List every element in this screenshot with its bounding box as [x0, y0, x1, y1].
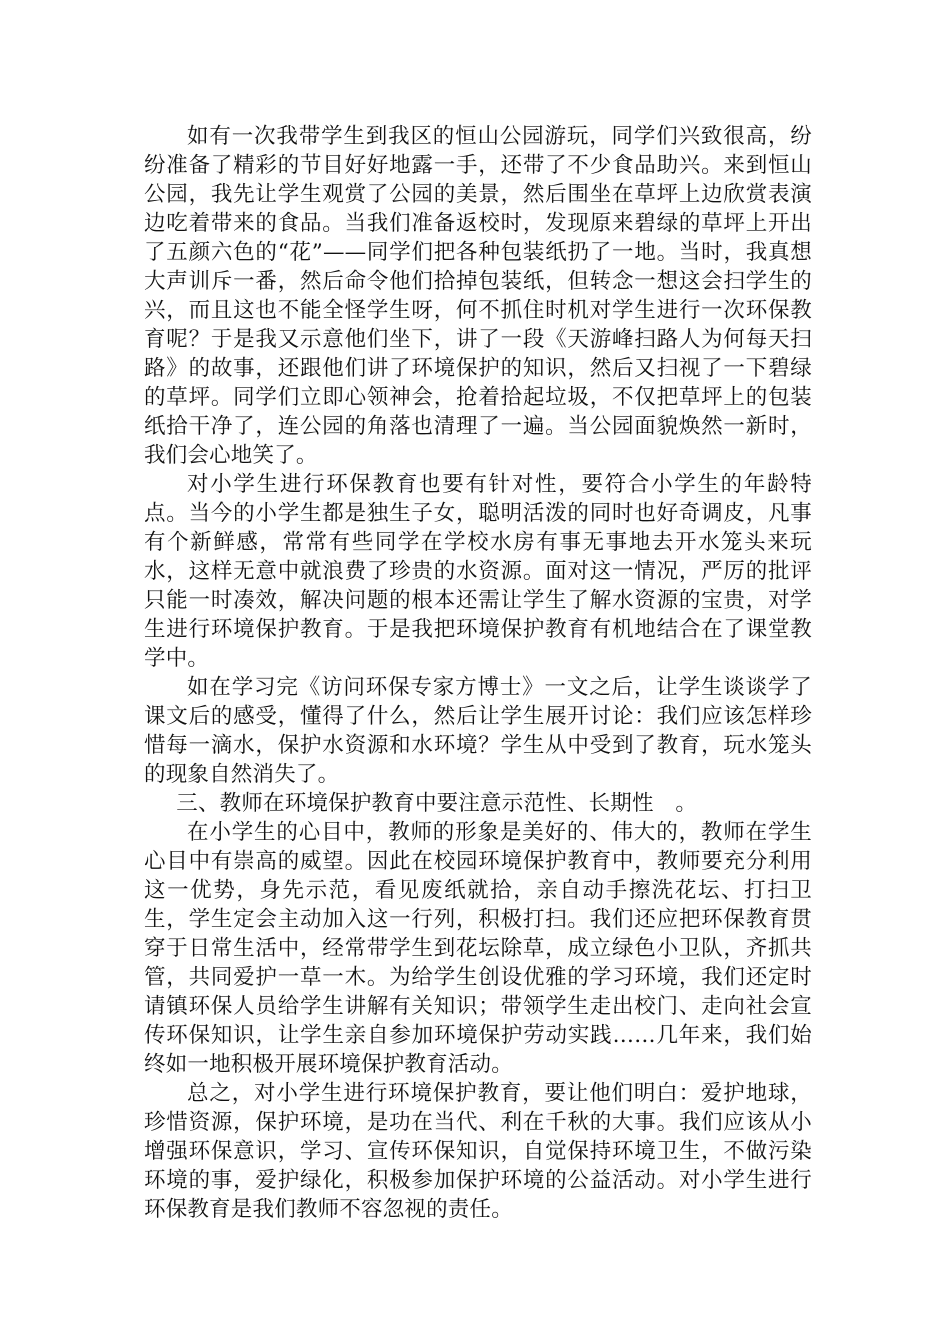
- paragraph-targeted-education: 对小学生进行环保教育也要有针对性，要符合小学生的年龄特点。当今的小学生都是独生子女，聪明活泼的同时也好奇调皮，凡事有个新鲜感，常常有些同学在学校水房有事无事地去开水笼头来玩水，这样无意中就浪费了珍贵的水资源。面对这一情况，严厉的批评只能一时凑效，解决问题的根本还需让学生了解水资源的宝贵，对学生进行环境保护教育。于是我把环境保护教育有机地结合在了课堂教学中。: [144, 472, 812, 671]
- paragraph-park-story: 如有一次我带学生到我区的恒山公园游玩，同学们兴致很高，纷纷准备了精彩的节目好好地露一手，还带了不少食品助兴。来到恒山公园，我先让学生观赏了公园的美景，然后围坐在草坪上边欣赏表演边吃着带来的食品。当我们准备返校时，发现原来碧绿的草坪上开出了五颜六色的“花”——同学们把各种包装纸扔了一地。当时，我真想大声训斥一番，然后命令他们拾掉包装纸，但转念一想这会扫学生的兴，而且这也不能全怪学生呀，何不抓住时机对学生进行一次环保教育呢？于是我又示意他们坐下，讲了一段《天游峰扫路人为何每天扫路》的故事，还跟他们讲了环境保护的知识，然后又扫视了一下碧绿的草坪。同学们立即心领神会，抢着拾起垃圾，不仅把草坪上的包装纸拾干净了，连公园的角落也清理了一遍。当公园面貌焕然一新时，我们会心地笑了。: [144, 124, 812, 468]
- paragraph-classroom-example: 如在学习完《访问环保专家方博士》一文之后，让学生谈谈学了课文后的感受，懂得了什么，然后让学生展开讨论：我们应该怎样珍惜每一滴水，保护水资源和水环境？学生从中受到了教育，玩水笼头的现象自然消失了。: [144, 675, 812, 787]
- paragraph-teacher-role: 在小学生的心目中，教师的形象是美好的、伟大的，教师在学生心目中有崇高的威望。因此在校园环境保护教育中，教师要充分利用这一优势，身先示范，看见废纸就拾，亲自动手擦洗花坛、打扫卫生，学生定会主动加入这一行列，积极打扫。我们还应把环保教育贯穿于日常生活中，经常带学生到花坛除草，成立绿色小卫队，齐抓共管，共同爱护一草一木。为给学生创设优雅的学习环境，我们还定时请镇环保人员给学生讲解有关知识；带领学生走出校门、走向社会宣传环保知识，让学生亲自参加环境保护劳动实践……几年来，我们始终如一地积极开展环境保护教育活动。: [144, 820, 812, 1077]
- document-body: [144, 122, 812, 1224]
- paragraph-conclusion: 总之，对小学生进行环境保护教育，要让他们明白：爱护地球，珍惜资源，保护环境，是功在当代、利在千秋的大事。我们应该从小增强环保意识，学习、宣传环保知识，自觉保持环境卫生，不做污染环境的事，爱护绿化，积极参加保护环境的公益活动。对小学生进行环保教育是我们教师不容忽视的责任。: [144, 1081, 812, 1222]
- section-heading: 三、教师在环境保护教育中要注意示范性、长期性 。: [176, 791, 698, 816]
